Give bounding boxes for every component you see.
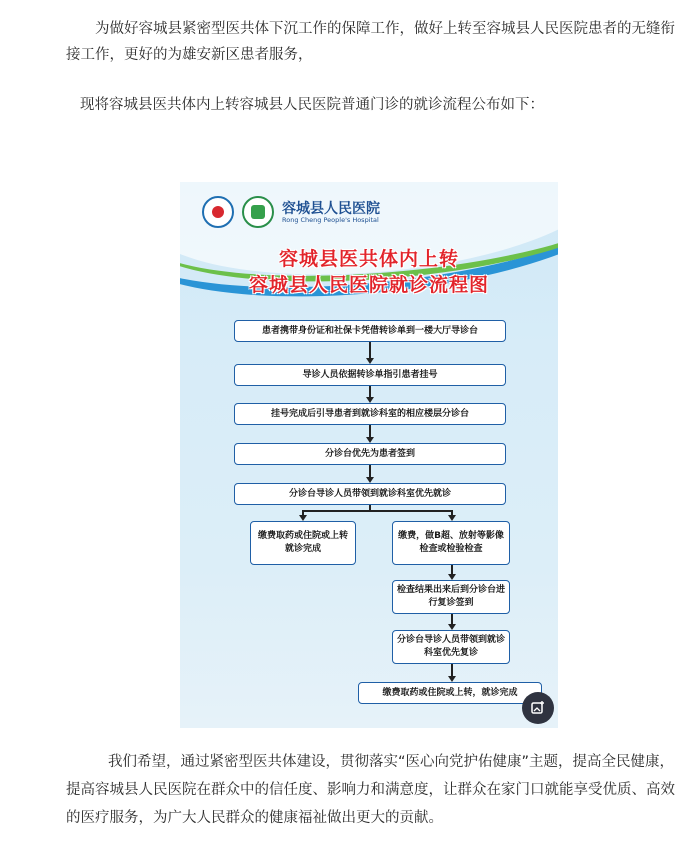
flow-step-recheck: 检查结果出来后到分诊台进行复诊签到	[392, 580, 510, 614]
intro-paragraph: 为做好容城县紧密型医共体下沉工作的保障工作，做好上转至容城县人民医院患者的无缝衔接工作，更好的为雄安新区患者服务，	[66, 21, 675, 63]
image-search-button[interactable]	[522, 692, 554, 724]
connector	[369, 465, 371, 477]
branch-line	[302, 510, 452, 512]
hospital-emblem-icon	[242, 196, 274, 228]
connector	[451, 565, 453, 574]
announcement-paragraph: 现将容城县医共体内上转容城县人民医院普通门诊的就诊流程公布如下：	[80, 97, 544, 113]
flow-step-revisit: 分诊台导诊人员带领到就诊科室优先复诊	[392, 630, 510, 664]
poster-title-line1: 容城县医共体内上转	[278, 248, 459, 270]
connector	[451, 614, 453, 624]
hospital-name: 容城县人民医院	[282, 201, 380, 217]
hospital-name-en: Rong Cheng People's Hospital	[282, 216, 379, 224]
flow-step-2: 导诊人员依据转诊单指引患者挂号	[234, 364, 506, 386]
flow-step-right-branch: 缴费，做B超、放射等影像检查或检验检查	[392, 521, 510, 565]
flow-step-left-branch: 缴费取药或住院或上转就诊完成	[250, 521, 356, 565]
image-search-icon	[530, 700, 546, 716]
flowchart-poster-image	[180, 182, 558, 728]
red-cross-logo-icon	[202, 196, 234, 228]
flow-step-3: 挂号完成后引导患者到就诊科室的相应楼层分诊台	[234, 403, 506, 425]
closing-paragraph: 我们希望，通过紧密型医共体建设，贯彻落实“医心向党护佑健康”主题，提高全民健康，提高容城县人民医院在群众中的信任度、影响力和满意度，让群众在家门口就能享受优质、高效的医疗服务，为广大人民群众的健康福祉做出更大的贡献。	[66, 754, 675, 826]
connector	[369, 342, 371, 358]
flow-step-final: 缴费取药或住院或上转，就诊完成	[358, 682, 542, 704]
flow-step-1: 患者携带身份证和社保卡凭借转诊单到一楼大厅导诊台	[234, 320, 506, 342]
connector	[451, 664, 453, 676]
flow-step-4: 分诊台优先为患者签到	[234, 443, 506, 465]
poster-title-line2: 容城县人民医院就诊流程图	[248, 274, 489, 296]
connector	[369, 425, 371, 437]
connector	[369, 386, 371, 397]
flow-step-5: 分诊台导诊人员带领到就诊科室优先就诊	[234, 483, 506, 505]
